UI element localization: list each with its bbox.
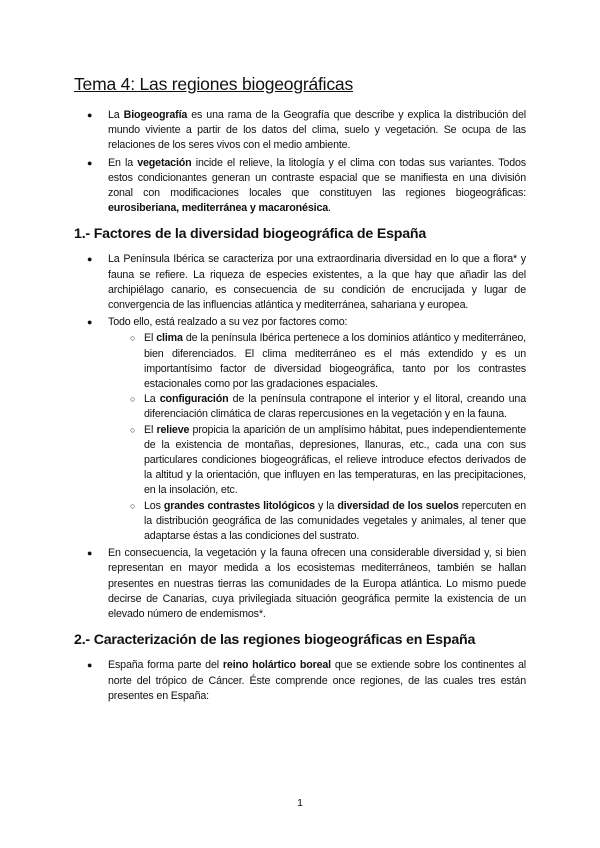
factors-sublist: [108, 331, 526, 544]
factor-litologia-text: Los grandes contrastes litológicos y la diversidad de los suelos repercuten en la distribución geográfica de las comunidades vegetales y animales, al tener que adaptarse éstas a las condiciones del sustrato.: [144, 499, 526, 543]
factor-relieve: [74, 423, 526, 499]
bullet-dot-icon: ●: [87, 110, 93, 120]
intro-text-1: La Biogeografía es una rama de la Geografía que describe y explica la distribución del mundo viviente a partir de los datos del clima, suelo y vegetación. Se ocupa de las relaciones de los seres vivos con el medio ambiente.: [108, 109, 526, 152]
factor-configuracion-text: La configuración de la península contrapone el interior y el litoral, creando una diferenciación climática de claras repercusiones en la vegetación y en la fauna.: [144, 393, 526, 421]
factores-text-3: En consecuencia, la vegetación y la fauna ofrecen una considerable diversidad y, si bien representan en mayor medida a los ecosistemas mediterráneos, también se hallan presentes en nuestras tierras las comunidades de la Europa atlántica. Lo mismo puede decirse de Canarias, cuya privilegiada situación geográfica permite la existencia de un elevado número de endemismos*.: [108, 547, 526, 621]
bullet-circle-icon: ○: [130, 394, 136, 405]
factor-clima-text: El clima de la península Ibérica pertenece a los dominios atlántico y mediterráneo, bien diferenciados. El clima mediterráneo es el más extendido y es un importantísimo factor de diversidad biogeográfica, tanto por los contrastes estacionales como por las gradaciones espaciales.: [144, 332, 526, 391]
caracterizacion-list: [74, 658, 526, 704]
factores-item-consecuencia: [74, 546, 526, 622]
factor-relieve-text: El relieve propicia la aparición de un amplísimo hábitat, pues independientemente de la existencia de montañas, depresiones, llanuras, etc., cada una con sus particulares condiciones biogeográficas, el relieve introduce efectos derivados de la altitud y la orientación, que influyen en las temperaturas, en las precipitaciones, en la insolación, etc.: [144, 423, 526, 497]
document-title: Tema 4: Las regiones biogeográficas: [74, 74, 354, 94]
bullet-dot-icon: ●: [87, 660, 93, 671]
bullet-dot-icon: ●: [87, 548, 93, 559]
factores-text-1: La Península Ibérica se caracteriza por una extraordinaria diversidad en lo que a flora* y fauna se refiere. La riqueza de especies existentes, a la que hay que añadir las del archipiélago canario, es consecuencia de su condición de encrucijada y lugar de convergencia de las influencias atlántica y mediterránea, sahariana y europea.: [108, 253, 526, 312]
bullet-circle-icon: ○: [130, 500, 136, 511]
intro-item-vegetacion: [74, 156, 526, 217]
factores-list: [74, 252, 526, 622]
caracterizacion-text-1: España forma parte del reino holártico boreal que se extiende sobre los continentes al norte del trópico de Cáncer. Éste comprende once regiones, de las cuales tres están presentes en España:: [108, 659, 526, 702]
factor-clima: [74, 331, 526, 392]
intro-item-biogeografia: [74, 108, 526, 154]
bullet-circle-icon: ○: [130, 424, 136, 435]
intro-list: [74, 108, 526, 216]
factores-item-peninsula: [74, 252, 526, 313]
page-content: [74, 74, 526, 706]
factor-litologia: [74, 499, 526, 545]
factores-item-realzado: [74, 315, 526, 544]
factor-configuracion: [74, 392, 526, 422]
intro-text-2: En la vegetación incide el relieve, la litología y el clima con todas sus variantes. Todos estos condicionantes generan un contraste espacial que se manifiesta en una división zonal con modificaciones locales que constituyen las regiones biogeográficas: eurosiberiana, mediterránea y macaronésica.: [108, 156, 527, 215]
caracterizacion-item-reino: [74, 658, 526, 704]
section-heading-caracterizacion: 2.- Caracterización de las regiones biogeográficas en España: [74, 632, 476, 649]
bullet-dot-icon: ●: [87, 317, 93, 328]
bullet-circle-icon: ○: [130, 333, 136, 344]
page-number: 1: [297, 797, 303, 809]
bullet-dot-icon: ●: [87, 157, 93, 168]
factores-text-2: Todo ello, está realzado a su vez por factores como:: [108, 316, 348, 329]
section-heading-factores: 1.- Factores de la diversidad biogeográfica de España: [74, 226, 427, 243]
bullet-dot-icon: ●: [87, 254, 93, 265]
